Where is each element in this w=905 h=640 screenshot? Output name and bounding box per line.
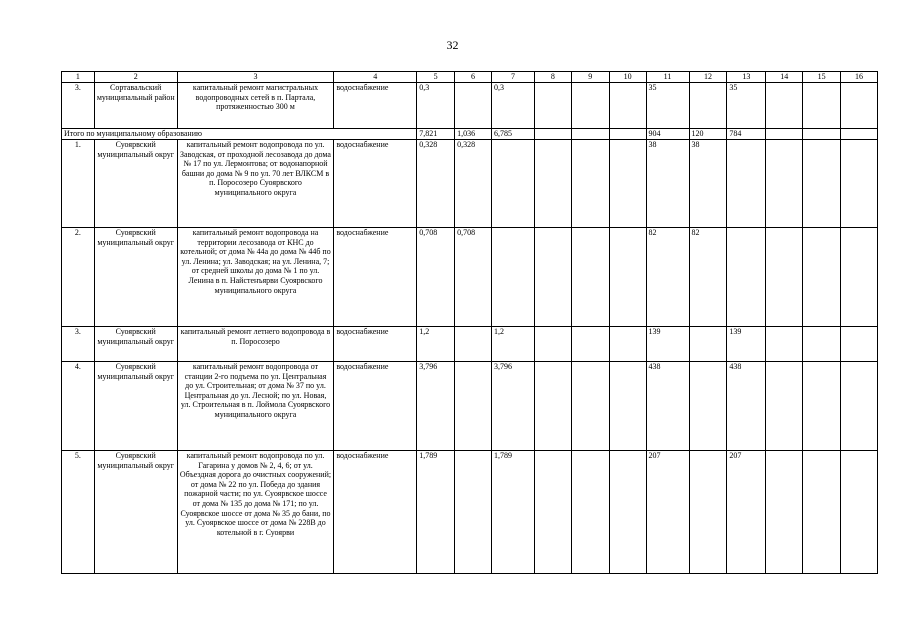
column-number: 7 (491, 72, 534, 83)
work-description: капитальный ремонт летнего водопровода в п. Поросозеро (177, 327, 334, 362)
value-cell: 0,3 (491, 83, 534, 129)
column-number: 12 (689, 72, 727, 83)
value-cell: 139 (727, 327, 766, 362)
value-cell (491, 140, 534, 228)
value-cell (571, 228, 609, 327)
value-cell (803, 83, 841, 129)
value-cell (766, 327, 803, 362)
work-type: водоснабжение (334, 327, 417, 362)
work-type: водоснабжение (334, 362, 417, 451)
work-type: водоснабжение (334, 228, 417, 327)
value-cell (766, 83, 803, 129)
column-number-row (62, 72, 878, 83)
column-number: 14 (766, 72, 803, 83)
value-cell (766, 362, 803, 451)
value-cell: 82 (646, 228, 689, 327)
value-cell (491, 228, 534, 327)
value-cell (609, 83, 646, 129)
work-description: капитальный ремонт водопровода на территории лесозавода от КНС до котельной; от дома № 44а до дома № 44б по ул. Ленина; ул. Заводская; на ул. Ленина, 7; от средней школы до дома № 1 по ул. Ленина в п. Найстенъярви Суоярвского муниципального округа (177, 228, 334, 327)
value-cell (803, 362, 841, 451)
value-cell (534, 129, 571, 140)
value-cell: 120 (689, 129, 727, 140)
value-cell: 784 (727, 129, 766, 140)
value-cell (534, 228, 571, 327)
owner-cell: Суоярвский муниципальный округ (94, 327, 177, 362)
value-cell: 1,2 (417, 327, 455, 362)
table-row (62, 140, 878, 228)
value-cell: 35 (646, 83, 689, 129)
value-cell (841, 83, 878, 129)
work-type: водоснабжение (334, 83, 417, 129)
value-cell (609, 362, 646, 451)
column-number: 6 (455, 72, 492, 83)
work-description: капитальный ремонт магистральных водопроводных сетей в п. Партала, протяженностью 300 м (177, 83, 334, 129)
value-cell: 0,328 (455, 140, 492, 228)
owner-cell: Суоярвский муниципальный округ (94, 362, 177, 451)
row-number: 5. (62, 451, 95, 574)
value-cell (455, 451, 492, 574)
value-cell: 139 (646, 327, 689, 362)
table-row (62, 451, 878, 574)
value-cell (766, 228, 803, 327)
value-cell: 0,708 (455, 228, 492, 327)
value-cell (571, 327, 609, 362)
value-cell (534, 451, 571, 574)
table-row (62, 83, 878, 129)
value-cell (455, 83, 492, 129)
value-cell (727, 228, 766, 327)
owner-cell: Суоярвский муниципальный округ (94, 228, 177, 327)
value-cell (803, 451, 841, 574)
value-cell (534, 140, 571, 228)
total-label: Итого по муниципальному образованию (62, 129, 417, 140)
value-cell: 3,796 (417, 362, 455, 451)
value-cell: 1,789 (491, 451, 534, 574)
work-description: капитальный ремонт водопровода по ул. Гагарина у домов № 2, 4, 6; от ул. Объездная дорога до очистных сооружений; от дома № 22 по ул. Победа до здания пожарной части; по ул. Суоярвское шоссе от дома № 135 до дома № 171; по ул. Суоярвское шоссе от дома № 35 до бани, по ул. Суоярвское шоссе от дома № 228В до котельной в г. Суоярви (177, 451, 334, 574)
value-cell (571, 83, 609, 129)
value-cell: 0,328 (417, 140, 455, 228)
work-type: водоснабжение (334, 451, 417, 574)
value-cell: 207 (727, 451, 766, 574)
value-cell (766, 451, 803, 574)
column-number: 8 (534, 72, 571, 83)
value-cell: 0,3 (417, 83, 455, 129)
value-cell (534, 362, 571, 451)
value-cell (803, 327, 841, 362)
value-cell: 82 (689, 228, 727, 327)
value-cell: 1,789 (417, 451, 455, 574)
work-description: капитальный ремонт водопровода от станции 2-го подъема по ул. Центральная до ул. Строительная; от дома № 37 по ул. Центральная до ул. Лесной; по ул. Новая, ул. Строительная в п. Лоймола Суоярвского муниципального округа (177, 362, 334, 451)
value-cell (534, 83, 571, 129)
value-cell (571, 140, 609, 228)
value-cell (455, 362, 492, 451)
value-cell (571, 362, 609, 451)
value-cell (803, 140, 841, 228)
value-cell (841, 327, 878, 362)
value-cell (571, 129, 609, 140)
table-row (62, 362, 878, 451)
value-cell: 438 (646, 362, 689, 451)
value-cell (455, 327, 492, 362)
value-cell: 6,785 (491, 129, 534, 140)
value-cell (689, 451, 727, 574)
value-cell: 438 (727, 362, 766, 451)
row-number: 3. (62, 327, 95, 362)
page-number: 32 (446, 38, 459, 52)
value-cell: 38 (646, 140, 689, 228)
value-cell: 38 (689, 140, 727, 228)
value-cell (841, 228, 878, 327)
column-number: 2 (94, 72, 177, 83)
value-cell (841, 451, 878, 574)
value-cell: 1,036 (455, 129, 492, 140)
owner-cell: Суоярвский муниципальный округ (94, 451, 177, 574)
value-cell (689, 327, 727, 362)
value-cell (841, 140, 878, 228)
value-cell: 0,708 (417, 228, 455, 327)
column-number: 13 (727, 72, 766, 83)
value-cell (689, 362, 727, 451)
column-number: 16 (841, 72, 878, 83)
column-number: 9 (571, 72, 609, 83)
table-row (62, 327, 878, 362)
value-cell (766, 140, 803, 228)
row-number: 2. (62, 228, 95, 327)
value-cell (803, 228, 841, 327)
table-row (62, 228, 878, 327)
value-cell (609, 327, 646, 362)
value-cell: 7,821 (417, 129, 455, 140)
value-cell: 35 (727, 83, 766, 129)
row-number: 3. (62, 83, 95, 129)
column-number: 4 (334, 72, 417, 83)
column-number: 5 (417, 72, 455, 83)
value-cell: 207 (646, 451, 689, 574)
value-cell (571, 451, 609, 574)
column-number: 15 (803, 72, 841, 83)
value-cell (766, 129, 803, 140)
work-type: водоснабжение (334, 140, 417, 228)
value-cell (609, 451, 646, 574)
owner-cell: Суоярвский муниципальный округ (94, 140, 177, 228)
owner-cell: Сортавальский муниципальный район (94, 83, 177, 129)
column-number: 11 (646, 72, 689, 83)
value-cell: 904 (646, 129, 689, 140)
row-number: 4. (62, 362, 95, 451)
value-cell (689, 83, 727, 129)
value-cell: 1,2 (491, 327, 534, 362)
value-cell (803, 129, 841, 140)
column-number: 10 (609, 72, 646, 83)
total-row (62, 129, 878, 140)
column-number: 1 (62, 72, 95, 83)
value-cell (609, 129, 646, 140)
value-cell (609, 140, 646, 228)
column-number: 3 (177, 72, 334, 83)
work-description: капитальный ремонт водопровода по ул. Заводская, от проходной лесозавода до дома № 17 по ул. Лермонтова; от водонапорной башни до дома № 9 по ул. 70 лет ВЛКСМ в п. Поросозеро Суоярвского муниципального округа (177, 140, 334, 228)
value-cell (534, 327, 571, 362)
data-table (61, 71, 878, 574)
row-number: 1. (62, 140, 95, 228)
value-cell (727, 140, 766, 228)
value-cell (841, 129, 878, 140)
value-cell (841, 362, 878, 451)
value-cell: 3,796 (491, 362, 534, 451)
value-cell (609, 228, 646, 327)
